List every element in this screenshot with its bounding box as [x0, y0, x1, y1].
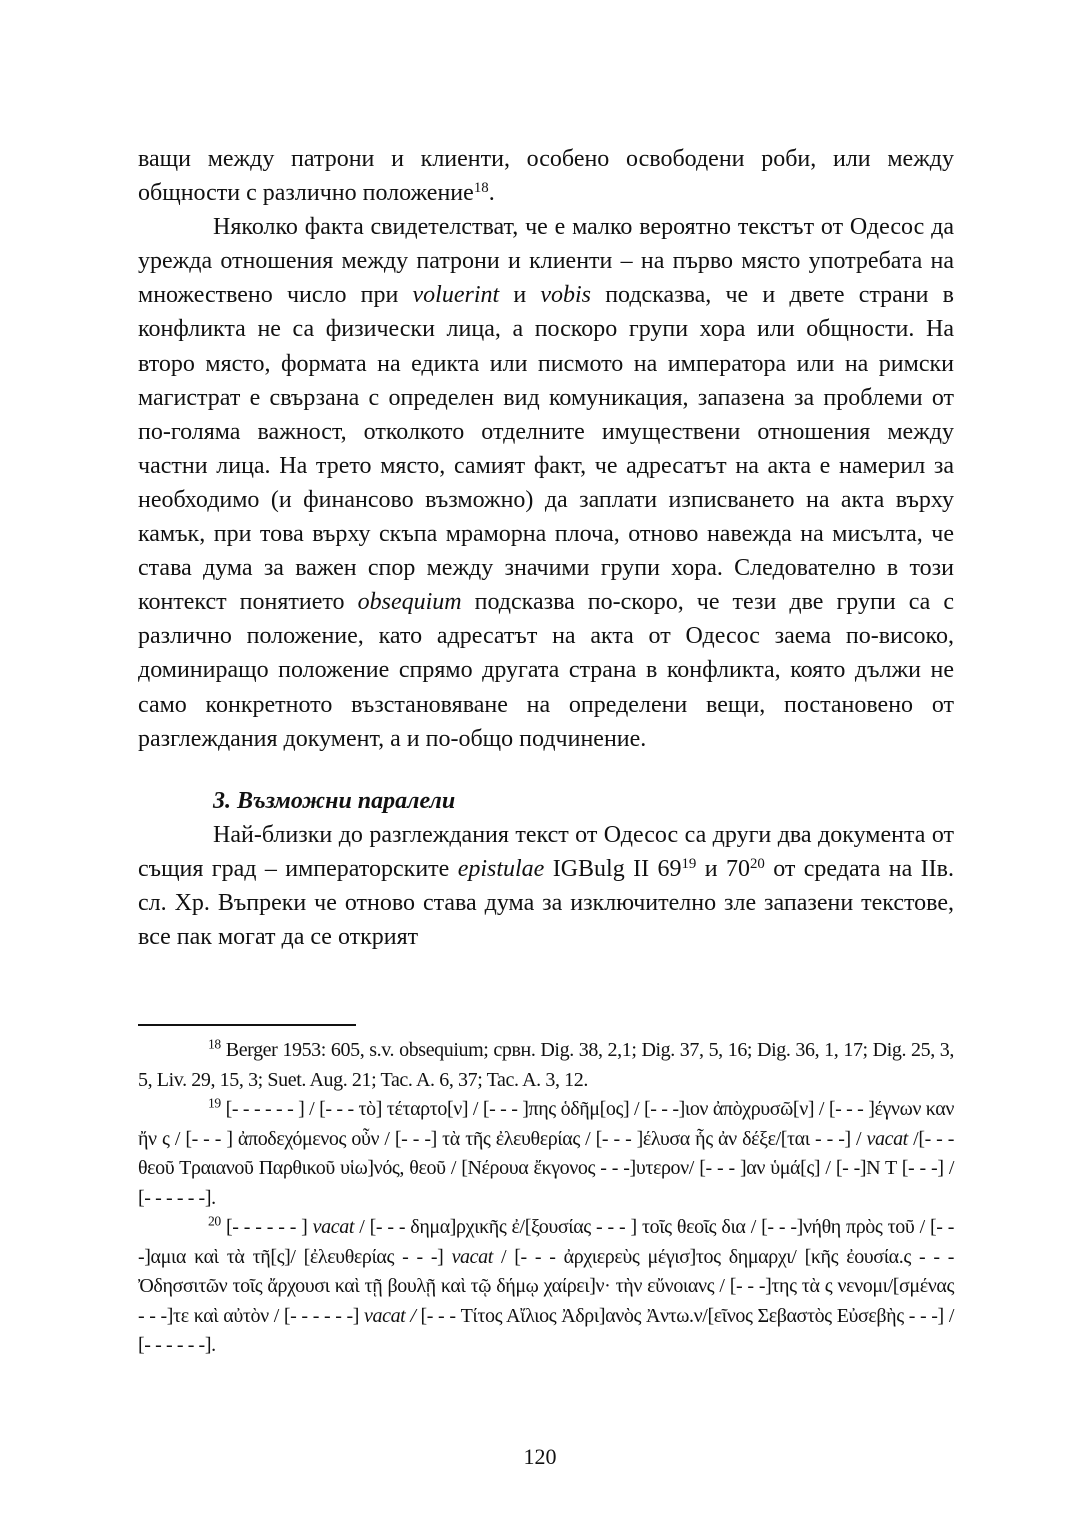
main-text: [138, 142, 954, 954]
paragraph-2: Няколко факта свидетелстват, че е малко вероятно текстът от Одесос да урежда отношения между патрони и клиенти – на първо място употребата на множествено число при voluerint и vobis подсказва, че и двете страни в конфликта не са физически лица, а поскоро групи хора или общности. На второ място, формата на едикта или писмото на императора или на римски магистрат е свързана с определен вид комуникация, запазена за проблеми от по-голяма важност, отколкото отделните имуществени отношения между частни лица. На трето място, самият факт, че адресатът на акта е намерил за необходимо (и финансово възможно) да заплати изписването на акта върху камък, при това върху скъпа мраморна плоча, отново навежда на мисълта, че става дума за важен спор между значими групи хора. Следователно в този контекст понятието obsequium подсказва по-скоро, че тези две групи са с различно положение, като адресатът на акта от Одесос заема по-високо, доминиращо положение спрямо другата страна в конфликта, която дължи не само конкретното възстановяване на определени вещи, постановено от разглеждания документ, а и по-общо подчинение.: [138, 214, 955, 752]
footnote-19: $^{19}$ [- - - - - - ] / [- - - τὸ] τέταρτο[ν] / [- - - ]πης ὁδῆμ[ος] / [- - -]ιον ἀπὸχρυσῶ[ν] / [- - - ]έγνων καν ἤν ς / [- - - ] ἀποδεχόμενος οὖν / [- - -] τὰ τῆς ἐλευθερίας / [- - - ]έλυσα ἧς ἀν δέξε/[ται - - -] / vacat /[- - - θεοῦ Τραιανοῦ Παρθικοῦ υἱω]νός, θεοῦ / [Νέρουα ἔκγονος - - -]υτερον/ [- - - ]αν ὑμά[ς] / [- -]Ν Τ [- - -] / [- - - - - -].: [138, 1095, 955, 1209]
footnote-18: $^{18}$ Berger 1953: 605, s.v. obsequium; срвн. Dig. 38, 2,1; Dig. 37, 5, 16; Dig. 36, 1, 17; Dig. 25, 3, 5, Liv. 29, 15, 3; Suet. Aug. 21; Tac. A. 6, 37; Tac. A. 3, 12.: [138, 1036, 954, 1091]
paragraph-1: ващи между патрони и клиенти, особено освободени роби, или между общности с различно положение$^{18}$.: [138, 146, 954, 207]
footnote-ref-19[interactable]: 19: [681, 855, 697, 872]
footnote-20: $^{20}$ [- - - - - - ] vacat / [- - - δημα]ρχικῆς ἐ/[ξουσίας - - - ] τοῖς θεοῖς δια / [- - -]νήθη πρὸς τοῦ / [- - -]αμια καὶ τὰ τῆ[ς]/ [ἐλευθερίας - - -] vacat / [- - - ἀρχιερεὺς μέγισ]τος δημαρχι/ [κῆς ἐουσία.ς - - - Ὀδησσιτῶν τοῖς ἄρχουσι καὶ τῇ βουλῇ καὶ τῷ δήμῳ χαίρει]ν· τὴν εὔνοιανς / [- - -]της τὰ ς νενομι/[σμένας - - -]τε καὶ αὐτὸν / [- - - - - -] vacat / [- - - Τίτος Αἴλιος Ἀδρι]ανὸς Ἀντω.ν/[εῖνος Σεβαστὸς Εὐσεβὴς - - -] / [- - - - - -].: [138, 1213, 955, 1356]
footnote-ref-20[interactable]: 20: [749, 855, 765, 872]
page-number: 120: [523, 1444, 557, 1469]
footnote-divider: [138, 1024, 356, 1026]
section-heading: 3. Възможни паралели: [213, 787, 456, 814]
footnote-ref-18[interactable]: 18: [473, 179, 489, 196]
footnotes: [138, 1036, 954, 1361]
paragraph-3: Най-близки до разглеждания текст от Одесос са други два документа от същия град – императорските epistulae IGBulg II $69^{19}$ и $70^{20}$ от средата на IIв. сл. Хр. Въпреки че отново става дума за изключително зле запазени текстове, все пак могат да се открият: [138, 821, 954, 951]
